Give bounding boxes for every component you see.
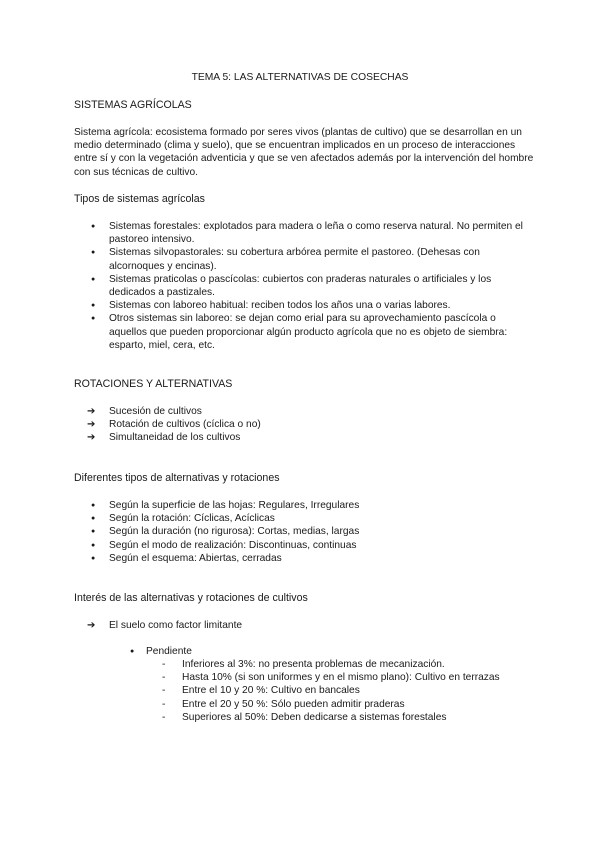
list-item: ● Según el esquema: Abiertas, cerradas [109,552,529,565]
section-heading-interes: Interés de las alternativas y rotaciones de cultivos [74,592,308,604]
list-item: ● Sistemas praticolas o pascícolas: cubiertos con praderas naturales o artificiales y los dedicados a pastizales. [109,273,529,299]
list-item: - Entre el 10 y 20 %: Cultivo en bancales [162,685,360,697]
list-item: ● Según la rotación: Cíclicas, Acíclicas [109,512,529,525]
pendiente-heading: ● Pendiente [130,646,192,657]
list-item: ● Sistemas silvopastorales: su cobertura arbórea permite el pastoreo. (Dehesas con alcornoques y encinas). [109,246,529,272]
list-item: ➔ Sucesión de cultivos [87,406,202,417]
section-heading-tipos-alternativas: Diferentes tipos de alternativas y rotaciones [74,472,280,484]
pendiente-list [162,658,522,724]
list-item: ● Sistemas forestales: explotados para madera o leña o como reserva natural. No permiten el pastoreo intensivo. [109,220,529,246]
list-item: - Superiores al 50%: Deben dedicarse a sistemas forestales [162,711,447,723]
dash-icon: - [162,711,166,723]
list-item: - Entre el 20 y 50 %: Sólo pueden admitir praderas [162,698,405,710]
list-item: ● Según la superficie de las hojas: Regulares, Irregulares [109,499,529,512]
dash-icon: - [162,672,166,684]
section-heading-sistemas: SISTEMAS AGRÍCOLAS [74,99,192,111]
list-item: ➔ El suelo como factor limitante [87,620,243,631]
definition-paragraph: Sistema agrícola: ecosistema formado por seres vivos (plantas de cultivo) que se desarrollan en un medio determinado (clima y suelo), que se encuentran implicados en un proceso de interacciones entre sí y con la vegetación adventicia y que se ven afectados además por la intervención del hombre con sus técnicas de cultivo. [74,127,534,178]
arrow-icon: ➔ [87,432,96,444]
list-item: ➔ Simultaneidad de los cultivos [87,432,241,444]
dash-icon: - [162,659,166,670]
list-item: ➔ Rotación de cultivos (cíclica o no) [87,419,261,431]
arrow-icon: ➔ [87,419,96,431]
arrow-icon: ➔ [87,406,96,417]
types-list [109,220,529,352]
arrow-icon: ➔ [87,620,96,631]
rotaciones-list [87,405,509,445]
list-item: ● Según el modo de realización: Discontinuas, continuas [109,539,529,552]
list-item: ● Sistemas con laboreo habitual: reciben todos los años una o varias labores. [109,299,529,312]
list-item: - Inferiores al 3%: no presenta problemas de mecanización. [162,659,445,670]
bullet-icon: ● [130,648,135,655]
dash-icon: - [162,698,166,710]
list-item: ● Otros sistemas sin laboreo: se dejan como erial para su aprovechamiento pascícola o aquellos que pueden proporcionar algún producto agrícola que no es objeto de siembra: esparto, miel, cera, etc. [109,312,529,352]
list-item: ● Según la duración (no rigurosa): Cortas, medias, largas [109,525,529,538]
page-title: TEMA 5: LAS ALTERNATIVAS DE COSECHAS [191,72,409,83]
list-item: - Hasta 10% (si son uniformes y en el mismo plano): Cultivo en terrazas [162,672,500,684]
types-heading: Tipos de sistemas agrícolas [74,193,205,205]
interes-list [87,619,509,632]
alternativas-list [109,499,529,565]
dash-icon: - [162,685,166,697]
section-heading-rotaciones: ROTACIONES Y ALTERNATIVAS [74,378,233,390]
